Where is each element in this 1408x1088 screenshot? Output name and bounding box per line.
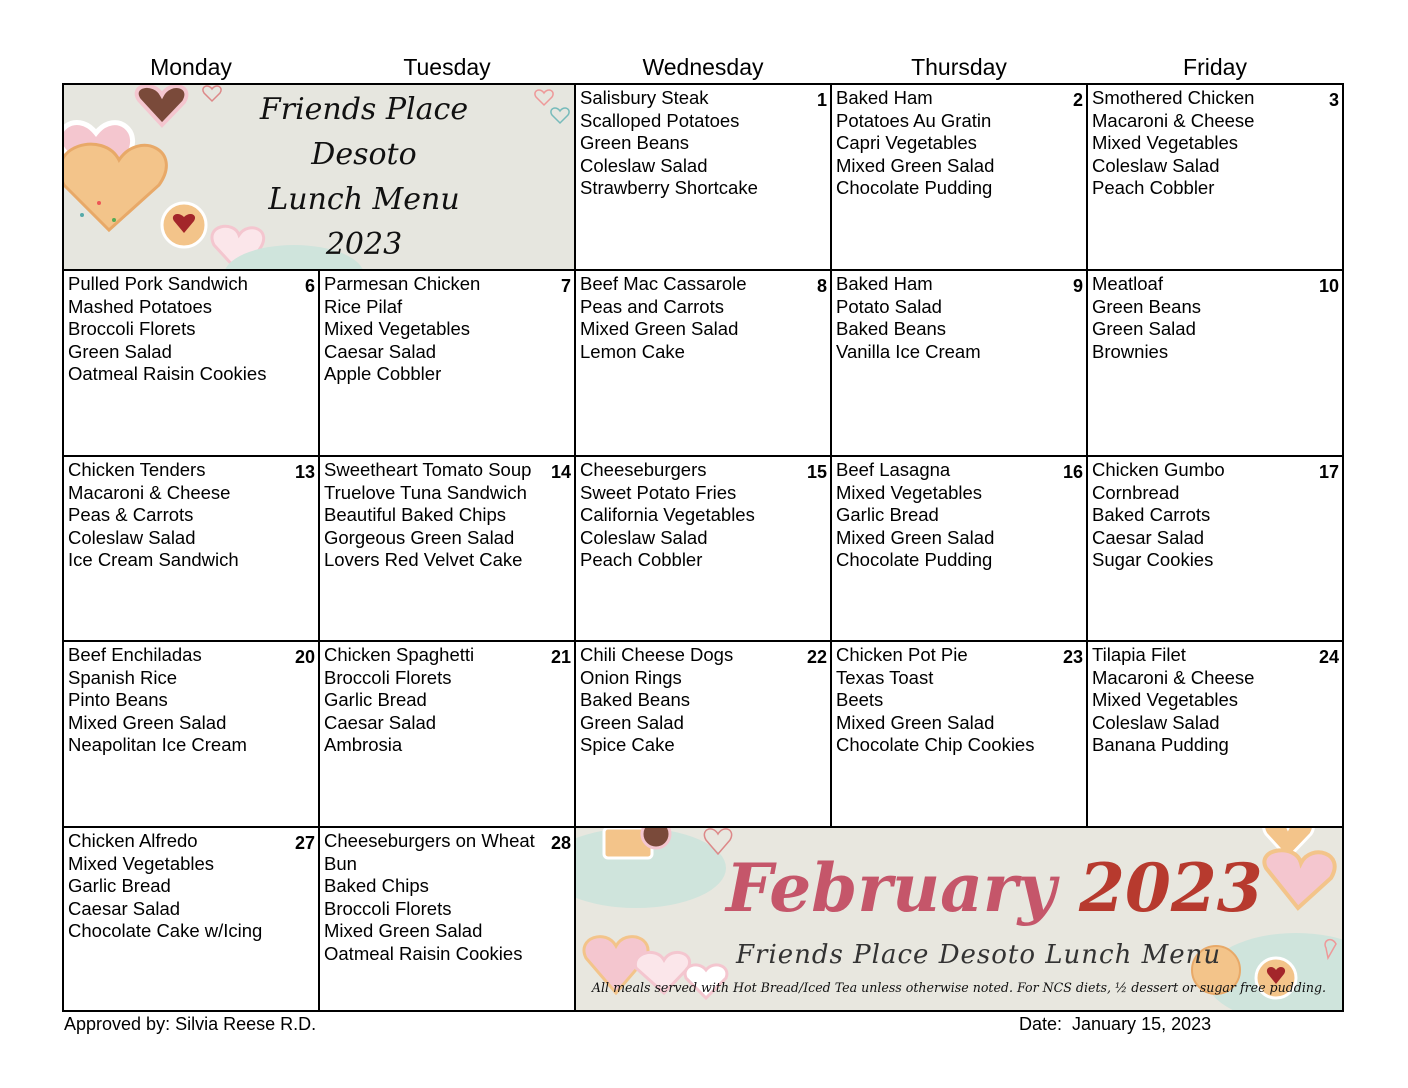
day-cell-10 (1088, 271, 1342, 457)
menu-item: Chicken Gumbo (1092, 459, 1225, 480)
menu-item: Chicken Tenders (68, 459, 206, 480)
menu-item: Mashed Potatoes (68, 295, 212, 317)
menu-item: Mixed Green Salad (68, 711, 227, 733)
menu-title (214, 87, 514, 267)
menu-item: Onion Rings (580, 666, 682, 688)
title-line-1: Friends Place (259, 92, 469, 127)
banner-subtitle: Friends Place Desoto Lunch Menu (736, 940, 1222, 970)
menu-item: Neapolitan Ice Cream (68, 734, 247, 755)
menu-item: Smothered Chicken (1092, 87, 1255, 108)
menu-item: Peach Cobbler (1092, 177, 1215, 198)
menu-item: Beef Lasagna (836, 459, 951, 480)
menu-item: Green Beans (1092, 295, 1202, 317)
menu-item: Beautiful Baked Chips (324, 504, 507, 525)
day-number: 24 (1318, 647, 1339, 667)
menu-item: Texas Toast (836, 666, 934, 688)
menu-item: Peas & Carrots (68, 504, 194, 525)
day-number: 16 (1062, 462, 1083, 482)
day-cell-13 (64, 457, 320, 642)
menu-item: Chocolate Cake w/Icing (68, 920, 263, 941)
menu-item: Green Beans (580, 132, 690, 153)
menu-item: Cornbread (1092, 481, 1180, 503)
menu-item: Beets (836, 689, 884, 710)
menu-item: Coleslaw Salad (68, 526, 196, 548)
day-cell-14 (320, 457, 576, 642)
day-cell-15 (576, 457, 832, 642)
day-number: 14 (550, 462, 571, 482)
menu-item: Chocolate Pudding (836, 177, 993, 198)
menu-item: Baked Beans (836, 318, 947, 339)
day-number: 9 (1072, 276, 1083, 296)
menu-item: Caesar Salad (1092, 526, 1205, 548)
menu-item: Caesar Salad (68, 897, 181, 919)
banner-title (726, 848, 1263, 928)
title-panel (64, 85, 576, 271)
menu-item: Mixed Vegetables (1092, 689, 1239, 710)
day-cell-28 (320, 828, 576, 1010)
menu-item: Coleslaw Salad (1092, 154, 1220, 176)
menu-item: Mixed Green Salad (836, 526, 995, 548)
weekday-tuesday: Tuesday (403, 54, 491, 80)
menu-item: Baked Ham (836, 273, 933, 294)
menu-item: Cheeseburgers on Wheat Bun (324, 830, 535, 874)
menu-item: Baked Ham (836, 87, 933, 108)
menu-item: Beef Mac Cassarole (580, 273, 747, 294)
menu-item: Chicken Spaghetti (324, 644, 475, 665)
menu-item: Peas and Carrots (580, 295, 724, 317)
day-number: 2 (1072, 90, 1083, 110)
menu-item: Scalloped Potatoes (580, 109, 740, 131)
weekday-monday: Monday (150, 54, 232, 80)
day-cell-21 (320, 642, 576, 828)
day-number: 22 (806, 647, 827, 667)
menu-item: Chocolate Pudding (836, 549, 993, 570)
day-cell-22 (576, 642, 832, 828)
menu-item: Chocolate Chip Cookies (836, 734, 1035, 755)
menu-item: Oatmeal Raisin Cookies (324, 942, 523, 964)
menu-item: Strawberry Shortcake (580, 177, 758, 198)
menu-item: Tilapia Filet (1092, 644, 1186, 665)
day-cell-23 (832, 642, 1088, 828)
menu-item: Macaroni & Cheese (68, 481, 231, 503)
day-cell-1 (576, 85, 832, 271)
banner-month: February (726, 849, 1057, 927)
menu-item: Sweet Potato Fries (580, 481, 737, 503)
menu-item: Oatmeal Raisin Cookies (68, 363, 267, 384)
menu-item: Parmesan Chicken (324, 273, 481, 294)
banner-year: 2023 (1079, 849, 1263, 927)
menu-item: Green Salad (580, 711, 684, 733)
menu-item: Vanilla Ice Cream (836, 340, 981, 362)
menu-item: Chicken Pot Pie (836, 644, 968, 665)
menu-item: Mixed Vegetables (1092, 132, 1239, 153)
day-number: 10 (1318, 276, 1339, 296)
menu-item: Caesar Salad (324, 340, 437, 362)
weekday-wednesday: Wednesday (642, 54, 764, 80)
menu-item: Truelove Tuna Sandwich (324, 481, 527, 503)
day-number: 1 (816, 90, 827, 110)
weekday-header-row (63, 52, 1343, 82)
menu-item: Mixed Green Salad (580, 318, 739, 339)
title-line-3: Lunch Menu (268, 182, 460, 217)
menu-item: Salisbury Steak (580, 87, 709, 108)
menu-item: Macaroni & Cheese (1092, 666, 1255, 688)
menu-item: Potatoes Au Gratin (836, 109, 992, 131)
menu-item: Beef Enchiladas (68, 644, 202, 665)
weekday-thursday: Thursday (911, 54, 1007, 80)
menu-item: Mixed Green Salad (836, 711, 995, 733)
menu-item: Rice Pilaf (324, 295, 403, 317)
menu-item: Brownies (1092, 340, 1169, 362)
day-number: 15 (806, 462, 827, 482)
menu-item: Pinto Beans (68, 689, 168, 710)
day-cell-2 (832, 85, 1088, 271)
day-cell-17 (1088, 457, 1342, 642)
menu-item: Garlic Bread (68, 875, 171, 896)
day-cell-20 (64, 642, 320, 828)
menu-item: Macaroni & Cheese (1092, 109, 1255, 131)
day-number: 28 (550, 833, 571, 853)
menu-item: Meatloaf (1092, 273, 1163, 294)
menu-item: Garlic Bread (324, 689, 427, 710)
menu-item: Gorgeous Green Salad (324, 526, 515, 548)
menu-item: Mixed Green Salad (836, 154, 995, 176)
menu-item: Lovers Red Velvet Cake (324, 549, 523, 570)
day-number: 6 (304, 276, 315, 296)
menu-item: Ambrosia (324, 734, 403, 755)
menu-item: Chili Cheese Dogs (580, 644, 734, 665)
approved-by: Approved by: Silvia Reese R.D. (64, 1014, 317, 1034)
day-cell-7 (320, 271, 576, 457)
day-cell-8 (576, 271, 832, 457)
banner-note: All meals served with Hot Bread/Iced Tea unless otherwise noted. For NCS diets, ½ dessert or sugar free pudding. (591, 980, 1327, 995)
menu-item: Broccoli Florets (68, 318, 196, 339)
menu-item: Broccoli Florets (324, 666, 452, 688)
menu-item: Mixed Vegetables (68, 852, 215, 874)
menu-item: Chicken Alfredo (68, 830, 198, 851)
menu-item: Baked Beans (580, 689, 691, 710)
day-number: 7 (560, 276, 571, 296)
menu-item: Broccoli Florets (324, 897, 452, 919)
day-number: 21 (550, 647, 571, 667)
day-cell-16 (832, 457, 1088, 642)
menu-item: Potato Salad (836, 295, 942, 317)
menu-item: Capri Vegetables (836, 132, 977, 153)
menu-item: Peach Cobbler (580, 549, 703, 570)
day-number: 27 (294, 833, 315, 853)
day-number: 23 (1062, 647, 1083, 667)
menu-item: Pulled Pork Sandwich (68, 273, 248, 294)
menu-item: Garlic Bread (836, 504, 939, 525)
menu-item: Coleslaw Salad (580, 526, 708, 548)
menu-item: Green Salad (68, 340, 172, 362)
day-cell-24 (1088, 642, 1342, 828)
menu-item: Baked Carrots (1092, 504, 1211, 525)
menu-item: Coleslaw Salad (580, 154, 708, 176)
menu-item: Banana Pudding (1092, 734, 1229, 755)
title-line-2: Desoto (311, 137, 417, 172)
menu-item: Mixed Vegetables (836, 481, 983, 503)
menu-item: Coleslaw Salad (1092, 711, 1220, 733)
title-line-4: 2023 (325, 227, 403, 262)
menu-item: Spice Cake (580, 734, 675, 755)
calendar-grid (62, 83, 1344, 1012)
day-cell-27 (64, 828, 320, 1010)
day-number: 13 (294, 462, 315, 482)
day-cell-6 (64, 271, 320, 457)
menu-item: Spanish Rice (68, 666, 178, 688)
menu-item: Apple Cobbler (324, 363, 442, 384)
menu-item: Mixed Vegetables (324, 318, 471, 339)
day-number: 8 (816, 276, 827, 296)
menu-date: Date: January 15, 2023 (1019, 1014, 1212, 1034)
menu-item: Caesar Salad (324, 711, 437, 733)
february-banner (576, 828, 1342, 1010)
menu-item: Sweetheart Tomato Soup (324, 459, 532, 480)
weekday-friday: Friday (1183, 54, 1247, 80)
day-number: 17 (1318, 462, 1339, 482)
menu-item: Cheeseburgers (580, 459, 707, 480)
menu-item: Green Salad (1092, 318, 1196, 339)
menu-item: Lemon Cake (580, 340, 685, 362)
day-cell-9 (832, 271, 1088, 457)
menu-item: Baked Chips (324, 875, 429, 896)
day-number: 3 (1328, 90, 1339, 110)
menu-item: California Vegetables (580, 504, 755, 525)
menu-item: Ice Cream Sandwich (68, 549, 239, 570)
day-number: 20 (294, 647, 315, 667)
menu-item: Mixed Green Salad (324, 920, 483, 941)
menu-item: Sugar Cookies (1092, 549, 1214, 570)
day-cell-3 (1088, 85, 1342, 271)
